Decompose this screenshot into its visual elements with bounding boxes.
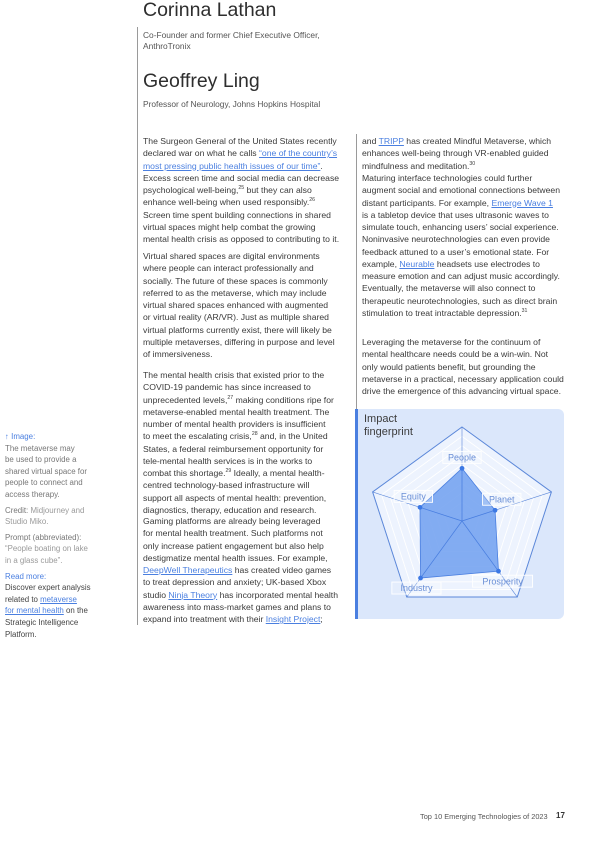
sidebar-notes (5, 431, 127, 640)
left-column-rule (137, 27, 138, 625)
inline-link[interactable]: “one of the country’s (259, 148, 338, 159)
text-segment: Virtual shared spaces are digital environments (143, 251, 320, 261)
body-paragraph (143, 135, 339, 245)
footnote-ref: 26 (309, 197, 315, 204)
text-line (362, 172, 560, 184)
text-segment: making conditions ripe for (233, 394, 334, 405)
text-line (143, 479, 334, 491)
text-line (143, 324, 335, 336)
text-segment: metaverse-enabled mental health treatment. The (143, 406, 330, 417)
read-more-label: Read more: (5, 571, 47, 581)
text-segment: COVID-19 pandemic has since increased to (143, 382, 311, 393)
text-line (143, 601, 338, 613)
text-segment: simulate touch, enhancing users’ social experience. (362, 222, 559, 232)
text-line (143, 430, 334, 442)
read-more-text: Discover expert analysis (5, 583, 91, 593)
text-segment: therapeutic neurotechnologies, such as direct brain (362, 295, 558, 306)
text-line (143, 287, 335, 299)
text-line (362, 135, 551, 147)
text-segment: ; (320, 614, 323, 624)
text-segment: example, (362, 258, 400, 269)
text-segment: declared war on what he calls (143, 148, 260, 159)
text-segment: of immersiveness. (143, 349, 213, 359)
text-segment: socially. The future of these spaces is commonly (143, 275, 328, 286)
radar-data-point (493, 508, 498, 513)
caption-line: shared virtual space for (5, 466, 88, 476)
panel-title-line: Impact (364, 413, 398, 425)
text-segment: distant participants. For example, (362, 197, 492, 208)
metaverse-mental-health-link[interactable]: for mental health (5, 606, 64, 616)
image-label: ↑ Image: (5, 432, 36, 441)
credit-line (5, 505, 127, 517)
text-line (362, 373, 564, 385)
text-segment: combat this shortage. (143, 468, 226, 478)
text-segment: and, in the United (257, 431, 328, 442)
footnote-ref: 27 (227, 394, 234, 401)
text-line (143, 147, 339, 159)
prompt-text: “People boating on lake (5, 544, 88, 554)
text-line (143, 209, 339, 221)
text-segment: . (320, 160, 323, 171)
radar-axis-label: People (447, 452, 477, 463)
text-line (143, 564, 338, 576)
text-line (362, 336, 564, 348)
radar-axis-label: Prosperity (482, 576, 523, 587)
text-line (143, 160, 339, 172)
text-line (143, 515, 338, 527)
text-segment: to treat depression and anxiety; UK-based Xbox (143, 577, 327, 588)
text-line (143, 299, 335, 311)
text-line (143, 381, 334, 393)
text-line (143, 406, 334, 418)
text-line (143, 467, 334, 479)
text-line (143, 369, 334, 381)
text-segment: virtual platforms currently exist, there will likely be (143, 324, 332, 335)
text-segment: measure emotion and can adjust music accordingly. (362, 271, 560, 281)
text-line (143, 443, 334, 455)
text-line (143, 336, 335, 348)
text-segment: Maturing interface technologies could further (362, 173, 533, 183)
read-more-text: on the (63, 606, 88, 616)
footnote-ref: 25 (238, 185, 245, 191)
text-segment: The Surgeon General of the United States recently (143, 136, 337, 146)
text-line (143, 135, 339, 147)
text-line (362, 258, 560, 270)
right-column-rule (356, 134, 357, 409)
author-name: Corinna Lathan (143, 0, 277, 21)
body-paragraph (362, 135, 551, 172)
author-role-line: Co-Founder and former Chief Executive Officer, (143, 30, 320, 40)
footnote-ref: 31 (521, 307, 528, 314)
text-segment: awareness into mass-market games and plans to (143, 601, 331, 612)
inline-link[interactable]: TRIPP (378, 136, 404, 146)
text-segment: only would patients benefit, but grounding the (362, 361, 536, 372)
text-segment: Leveraging the metaverse for the continuum of (362, 337, 541, 347)
credit-text: Studio Miko. (5, 517, 49, 527)
text-segment: Screen time spent building connections in shared (143, 209, 331, 220)
text-segment: has incorporated mental health (217, 589, 338, 600)
text-line (362, 307, 560, 319)
credit-text: Midjourney and (28, 505, 85, 515)
text-line (143, 184, 339, 196)
text-line (362, 282, 560, 294)
body-paragraph (143, 515, 338, 625)
text-segment: to meet the escalating crisis, (143, 431, 252, 442)
text-segment: expand into treatment with their (143, 614, 266, 624)
text-line (362, 184, 560, 196)
text-segment: for mental health treatment. Such platforms not (143, 528, 323, 539)
text-segment: but they can also (244, 185, 312, 195)
text-segment: unprecedented levels, (143, 394, 228, 405)
text-line (143, 540, 338, 552)
text-segment: Ideally, a mental health- (231, 468, 325, 478)
prompt-text: in a glass cube”. (5, 555, 63, 565)
inline-link[interactable]: DeepWell Therapeutics (143, 565, 233, 575)
text-line (362, 385, 564, 397)
text-line (143, 262, 335, 274)
author-role-line: Professor of Neurology, Johns Hopkins Hospital (143, 99, 321, 109)
text-line (362, 246, 560, 258)
caption-line: people to connect and (5, 478, 83, 488)
caption-line: The metaverse may (5, 443, 75, 453)
text-segment: metaverse in a practical, necessary application could (362, 373, 564, 384)
text-segment: multiple metaverses, differing in purpose and level (143, 336, 335, 347)
text-segment: support all aspects of mental health: prevention, (143, 492, 327, 503)
text-segment: mental healthcare needs could be a win-win. Not (362, 349, 549, 360)
text-segment: stimulation to treat intractable depression. (362, 307, 522, 318)
author-role-line: AnthroTronix (143, 41, 191, 52)
text-line (143, 492, 334, 504)
inline-link[interactable]: Emerge Wave 1 (491, 197, 553, 208)
footnote-ref: 29 (225, 468, 232, 474)
inline-link[interactable]: most pressing public health issues of our time” (143, 160, 321, 171)
author-role (143, 99, 320, 110)
footer-publication: Top 10 Emerging Technologies of 2023 (420, 812, 548, 821)
text-line (362, 147, 551, 159)
body-paragraph (143, 250, 335, 360)
text-segment: virtual shared spaces enhanced with augmented (143, 300, 329, 310)
text-segment: enhance well-being when used responsibly. (143, 197, 310, 208)
panel-title-line: fingerprint (364, 426, 413, 438)
text-line (143, 589, 338, 601)
text-segment: number of mental health providers is insufficient (143, 419, 326, 429)
metaverse-mental-health-link[interactable]: metaverse (40, 594, 77, 604)
credit-label: Credit: (5, 505, 29, 515)
caption-line: access therapy. (5, 489, 60, 499)
text-line (362, 209, 560, 221)
text-segment: diagnostics, therapy, education and research. (143, 504, 317, 515)
text-segment: States, a federal reimbursement opportunity for (143, 443, 324, 454)
inline-link[interactable]: Ninja Theory (168, 589, 218, 600)
text-segment: destigmatize mental health issues. For example, (143, 552, 328, 563)
author-role (143, 30, 320, 52)
text-line (143, 311, 335, 323)
text-line (362, 270, 560, 282)
read-more-text (5, 594, 127, 606)
text-line (143, 196, 339, 208)
text-line (362, 233, 560, 245)
text-segment: referred to as the metaverse, which may include (143, 287, 327, 298)
text-segment: mindfulness and meditation. (362, 160, 470, 171)
text-segment: has created Mindful Metaverse, which (403, 136, 552, 146)
text-segment: tele-mental health services is in the works to (143, 455, 313, 466)
radar-chart (355, 409, 567, 619)
read-more-text: Platform. (5, 629, 37, 639)
text-segment: Eventually, the metaverse will also connect to (362, 283, 536, 294)
text-segment: augment social and emotional connections between (362, 185, 561, 196)
text-line (362, 221, 560, 233)
radar-data-point (418, 505, 423, 510)
text-segment: studio (143, 589, 169, 600)
text-line (143, 394, 334, 406)
text-segment: is a tabletop device that uses ultrasonic waves to (362, 209, 549, 220)
read-more-text (5, 605, 127, 617)
text-line (143, 552, 338, 564)
radar-data-point (418, 576, 423, 581)
text-line (143, 233, 339, 245)
text-segment: only increase patient engagement but also help (143, 540, 324, 551)
inline-link[interactable]: Neurable (399, 258, 435, 269)
text-segment: Noninvasive neurotechnologies can even provide (362, 234, 550, 245)
radar-data-point (496, 569, 501, 574)
inline-link[interactable]: Insight Project (265, 614, 321, 624)
author-name: Geoffrey Ling (143, 70, 260, 92)
text-segment: drive the emergence of this advancing virtual space. (362, 386, 561, 396)
radar-axis-label: Equity (400, 491, 426, 502)
footnote-ref: 28 (251, 431, 258, 438)
text-segment: The mental health crisis that existed prior to the (143, 370, 325, 380)
text-segment: and (362, 136, 379, 146)
body-paragraph (362, 172, 560, 319)
text-line (143, 221, 339, 233)
text-segment: mental health crisis as opposed to contributing to it. (143, 234, 340, 244)
body-paragraph (362, 336, 564, 397)
text-segment: Excess screen time and social media can decrease (143, 172, 340, 183)
text-segment: Gaming platforms are already being leveraged (143, 516, 321, 526)
text-line (143, 527, 338, 539)
prompt-label: Prompt (abbreviated): (5, 532, 82, 542)
text-line (362, 361, 564, 373)
footnote-ref: 30 (469, 160, 476, 167)
body-paragraph (143, 369, 334, 516)
text-line (143, 348, 335, 360)
text-line (143, 172, 339, 184)
text-segment: feedback attuned to a user’s emotional state. For (362, 246, 550, 257)
radar-data-point (460, 466, 465, 471)
text-line (143, 275, 335, 287)
read-more-text: related to (5, 594, 41, 604)
text-segment: has created video games (232, 565, 332, 575)
text-segment: where people can interact professionally and (143, 263, 314, 274)
text-segment: headsets use electrodes to (434, 258, 540, 269)
caption-line: be used to provide a (5, 455, 77, 465)
text-segment: or virtual reality (AR/VR). Just as multiple shared (143, 312, 329, 323)
text-segment: virtual spaces might help combat the growing (143, 221, 316, 232)
text-segment: psychological well-being, (143, 185, 239, 195)
text-line (143, 418, 334, 430)
text-line (362, 348, 564, 360)
radar-axis-label: Planet (488, 494, 515, 505)
text-line (143, 576, 338, 588)
text-line (362, 295, 560, 307)
impact-fingerprint-panel (355, 409, 564, 619)
read-more-text: Strategic Intelligence (5, 617, 79, 627)
text-line (143, 455, 334, 467)
text-line (143, 250, 335, 262)
radar-axis-label: Industry (400, 583, 433, 594)
page-number: 17 (556, 811, 565, 820)
text-segment: centred technology-based infrastructure will (143, 480, 310, 491)
text-line (143, 613, 338, 625)
text-line (362, 197, 560, 209)
text-line (362, 160, 551, 172)
text-segment: enhances well-being through VR-enabled guided (362, 148, 549, 159)
